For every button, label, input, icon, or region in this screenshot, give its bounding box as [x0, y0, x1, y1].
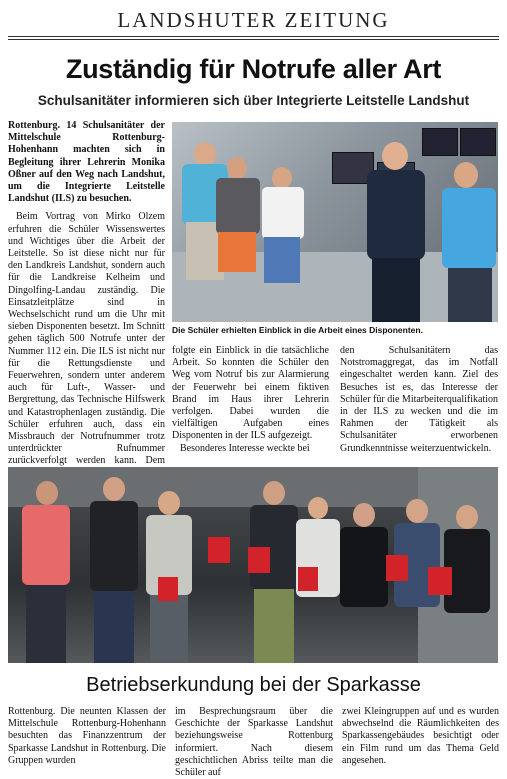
article-paragraph: Besonderes Interesse weckte bei: [180, 442, 310, 454]
article2-column-3: [342, 706, 499, 767]
article2-lead: Rottenburg. Die neunten Klassen der Mittelschule Rottenburg-Hohenhann besuchten das Finanzzentrum der Sparkasse Landshut in Rottenburg. Die Gruppen wurden: [8, 706, 166, 766]
article2-column-1: [8, 706, 166, 767]
article-column-2: [172, 345, 329, 455]
photo-control-room: [172, 122, 498, 322]
masthead: LANDSHUTER ZEITUNG: [117, 8, 390, 32]
masthead-rule-top: [8, 36, 499, 37]
article2-column-2: [175, 706, 333, 779]
article-column-1: [8, 120, 165, 480]
article-subheadline: Schulsanitäter informieren sich über Integrierte Leitstelle Landshut: [37, 93, 470, 108]
article-paragraph: folgte ein Einblick in die tatsächliche Arbeit. So konnten die Schüler den Weg vom Notruf bis zur Alarmierung der Feuerwehr bei einem fiktiven Brand im Haus ihrer Lehrerin verfolgen. Dabei wurden die vielfältigen Aufgaben eines Disponenten in der ILS aufgezeigt.: [172, 345, 329, 442]
article-column-3: [340, 345, 498, 455]
article-lead: Rottenburg. 14 Schulsanitäter der Mittelschule Rottenburg-Hohenhann machten sich in Begleitung ihrer Lehrerin Monika Oßner auf den Weg nach Landshut, um die Integrierte Leitstelle Landshut (ILS) zu besuchen.: [8, 120, 165, 205]
article2-paragraph: zwei Kleingruppen auf und es wurden abwechselnd die Räumlichkeiten des Sparkassengebäudes besichtigt oder ein Film rund um das Thema Geld angesehen.: [342, 706, 499, 766]
masthead-rule-bottom: [8, 39, 499, 40]
article2-headline: Betriebserkundung bei der Sparkasse: [86, 674, 421, 696]
article-paragraph: den Schulsanitätern das Notstromaggregat, das im Notfall eingeschaltet werden kann. Ziel des Besuches ist es, das Interesse der Schüler für die Mitarbeiterqualifikation in der ILS zu wecken und die im Rahmen der Tätigkeit als Schulsanitäter erworbenen Grundkenntnisse weiterzuentwickeln.: [340, 345, 499, 454]
article2-paragraph: im Besprechungsraum über die Geschichte der Sparkasse Landshut beziehungsweise Rottenburg informiert. Nach diesem geschichtlichen Abriss teilte man die Schüler auf: [175, 706, 333, 779]
article-paragraph: Beim Vortrag von Mirko Olzem erfuhren die Schüler Wissenswertes und Wichtiges über die Arbeit der Leitstelle. So ist diese nicht nur für den Landkreis Landshut, sondern auch für die Landkreise Kelheim und Dingolfing-Landau zuständig. Die Einsatzleitplätze sind in Wechselschicht rund um die Uhr mit sieben Disponenten besetzt. Im Schnitt gehen täglich 500 Notrufe unter der Nummer 112 ein. Die ILS ist nicht nur für die Rettungsdienste und Feuerwehren, sondern unter anderem auch für Luft-, Wasser- und Bergrettung, das Technische Hilfswerk und Katastrophenlagen zuständig. Die Schüler erfuhren auch, dass ein Missbrauch der Notrufnummer trotz unterdrückter Rufnummer zurückverfolgt werden kann. Dem: [8, 211, 165, 467]
article-headline: Zuständig für Notrufe aller Art: [65, 54, 442, 84]
photo-group-sparkasse: [8, 467, 498, 663]
photo-caption: Die Schüler erhielten Einblick in die Arbeit eines Disponenten.: [172, 325, 423, 335]
